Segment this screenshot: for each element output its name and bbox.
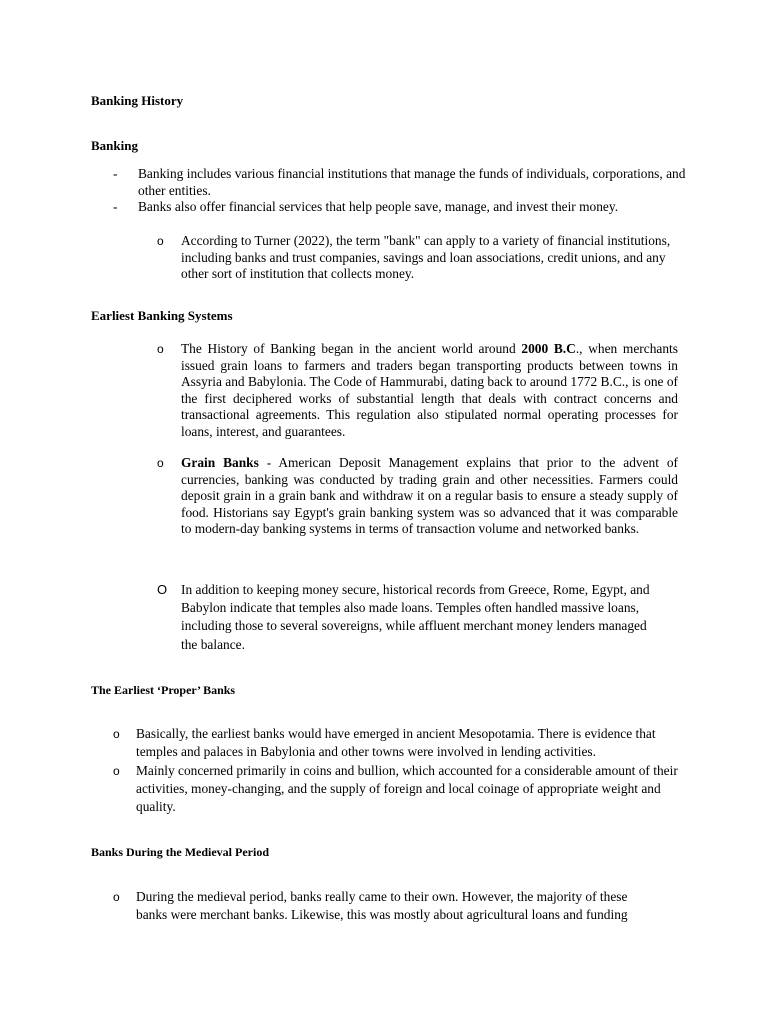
circle-bullet: o [157,234,164,248]
bold-term: Grain Banks [181,455,259,470]
section-heading-earliest: Earliest Banking Systems [91,308,233,323]
section-heading-medieval: Banks During the Medieval Period [91,845,270,859]
circle-bullet: o [157,342,164,356]
list-item-text: According to Turner (2022), the term "bank" can apply to a variety of financial institutions, including banks and trust companies, savings and loan associations, credit unions, and any other sort of institution that collects money. [181,233,671,282]
list-item-text: Grain Banks - American Deposit Management explains that prior to the advent of currencies, banking was conducted by trading grain and other necessities. Farmers could deposit grain in a grain bank and withdraw it on a regular basis to ensure a steady supply of food. Historians say Egypt's grain banking system was so advanced that it was comparable to modern-day banking systems in terms of transaction volume and networked banks. [181,455,678,537]
list-item-text: Banks also offer financial services that help people save, manage, and invest their money. [138,199,619,214]
document-title: Banking History [91,93,184,108]
dash-bullet: - [113,199,118,214]
list-item-text: The History of Banking began in the ancient world around 2000 B.C., when merchants issued grain loans to farmers and traders began transporting products between towns in Assyria and Babylonia. The Code of Hammurabi, dating back to around 1772 B.C., is one of the first deciphered works of substantial length that deals with contract concerns and transactional agreements. This regulation also stipulated normal operating processes for loans, interest, and guarantees. [181,341,678,439]
list-item-text: During the medieval period, banks really came to their own. However, the majority of these banks were merchant banks. Likewise, this was mostly about agricultural loans and funding [136,889,628,923]
circle-bullet: O [157,582,168,597]
section-heading-proper: The Earliest ‘Proper’ Banks [91,683,236,697]
circle-bullet: o [113,890,120,904]
bold-date: 2000 B.C [521,341,576,356]
list-item-text: In addition to keeping money secure, historical records from Greece, Rome, Egypt, and Babylon indicate that temples also made loans. Temples often handled massive loans, including those to several sovereigns, while affluent merchant money lenders managed the balance. [181,582,650,652]
list-item-text: Banking includes various financial institutions that manage the funds of individuals, corporations, and other entities. [138,166,686,198]
dash-bullet: - [113,166,118,181]
circle-bullet: o [157,456,164,470]
circle-bullet: o [113,727,120,741]
section-heading-banking: Banking [91,138,138,153]
list-item-text: Mainly concerned primarily in coins and bullion, which accounted for a considerable amount of their activities, money-changing, and the supply of foreign and local coinage of appropriate weight and quality. [136,763,678,815]
circle-bullet: o [113,764,120,778]
list-item-text: Basically, the earliest banks would have emerged in ancient Mesopotamia. There is evidence that temples and palaces in Babylonia and other towns were involved in lending activities. [136,726,656,760]
